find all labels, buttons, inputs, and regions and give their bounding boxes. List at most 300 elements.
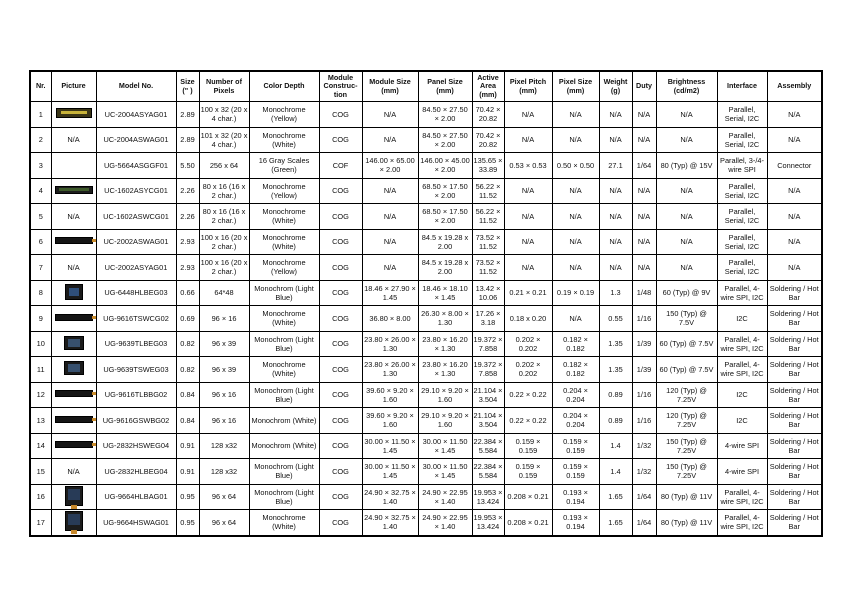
cell-panel-size: 24.90 × 22.95 × 1.40: [418, 484, 472, 510]
cell-picture: [51, 102, 96, 128]
header-module-size: Module Size (mm): [362, 71, 418, 102]
header-panel-size: Panel Size (mm): [418, 71, 472, 102]
cell-weight: 1.4: [599, 433, 632, 459]
cell-brightness: 60 (Typ) @ 7.5V: [656, 357, 717, 383]
cell-module-size: N/A: [362, 229, 418, 255]
cell-model-no: UC-1602ASWCG01: [96, 204, 176, 230]
header-pixel-pitch: Pixel Pitch (mm): [504, 71, 552, 102]
cell-brightness: 150 (Typ) @ 7.5V: [656, 306, 717, 332]
cell-pixels: 256 x 64: [199, 153, 249, 179]
cell-module-size: 146.00 × 65.00 × 2.00: [362, 153, 418, 179]
cell-pixel-size: 0.159 × 0.159: [552, 459, 599, 485]
cell-nr: 5: [30, 204, 51, 230]
table-header: [30, 71, 822, 102]
cell-model-no: UC-2004ASWAG01: [96, 127, 176, 153]
cell-size: 2.89: [176, 127, 199, 153]
table-row: [30, 102, 822, 128]
cell-module-size: N/A: [362, 204, 418, 230]
oled-display-thumbnail: [56, 108, 92, 118]
cell-pixels: 96 x 64: [199, 484, 249, 510]
cell-module-size: 39.60 × 9.20 × 1.60: [362, 382, 418, 408]
table-row: [30, 280, 822, 306]
cell-interface: I2C: [717, 382, 767, 408]
cell-interface: Parallel, 4-wire SPI, I2C: [717, 331, 767, 357]
cell-duty: 1/16: [632, 408, 656, 434]
cell-nr: 12: [30, 382, 51, 408]
cell-brightness: 120 (Typ) @ 7.25V: [656, 408, 717, 434]
header-model-no: Model No.: [96, 71, 176, 102]
cell-picture: [51, 153, 96, 179]
cell-module-size: N/A: [362, 102, 418, 128]
oled-display-thumbnail: [64, 361, 84, 375]
cell-weight: 0.89: [599, 382, 632, 408]
cell-module-size: 23.80 × 26.00 × 1.30: [362, 331, 418, 357]
cell-nr: 2: [30, 127, 51, 153]
cell-module-size: 24.90 × 32.75 × 1.40: [362, 510, 418, 536]
cell-duty: N/A: [632, 229, 656, 255]
cell-construction: COG: [319, 102, 362, 128]
cell-size: 0.95: [176, 510, 199, 536]
cell-size: 0.95: [176, 484, 199, 510]
cell-construction: COG: [319, 331, 362, 357]
cell-pixel-size: 0.204 × 0.204: [552, 382, 599, 408]
cell-active-area: 73.52 × 11.52: [472, 255, 504, 281]
cell-picture: N/A: [51, 204, 96, 230]
table-row: [30, 433, 822, 459]
cell-interface: Parallel, Serial, I2C: [717, 178, 767, 204]
cell-pixels: 80 x 16 (16 x 2 char.): [199, 178, 249, 204]
cell-pixel-pitch: 0.22 × 0.22: [504, 382, 552, 408]
cell-color-depth: 16 Gray Scales (Green): [249, 153, 319, 179]
cell-duty: 1/32: [632, 433, 656, 459]
cell-pixel-pitch: 0.21 × 0.21: [504, 280, 552, 306]
cell-brightness: 150 (Typ) @ 7.25V: [656, 433, 717, 459]
cell-color-depth: Monochrome (White): [249, 357, 319, 383]
cell-pixels: 96 x 16: [199, 408, 249, 434]
cell-assembly: N/A: [767, 178, 822, 204]
cell-size: 2.89: [176, 102, 199, 128]
cell-pixels: 128 x32: [199, 433, 249, 459]
oled-spec-table-container: [29, 70, 821, 537]
cell-module-size: N/A: [362, 255, 418, 281]
cell-model-no: UG-6448HLBEG03: [96, 280, 176, 306]
cell-picture: [51, 306, 96, 332]
cell-pixels: 96 x 39: [199, 331, 249, 357]
cell-size: 2.93: [176, 229, 199, 255]
cell-active-area: 13.42 × 10.06: [472, 280, 504, 306]
cell-color-depth: Monochrom (Light Blue): [249, 280, 319, 306]
cell-pixel-pitch: 0.18 x 0.20: [504, 306, 552, 332]
cell-active-area: 22.384 × 5.584: [472, 459, 504, 485]
cell-duty: 1/64: [632, 153, 656, 179]
cell-pixel-pitch: 0.159 × 0.159: [504, 433, 552, 459]
cell-pixels: 80 x 16 (16 x 2 char.): [199, 204, 249, 230]
cell-pixel-pitch: N/A: [504, 102, 552, 128]
cell-assembly: Soldering / Hot Bar: [767, 331, 822, 357]
cell-pixel-size: 0.19 × 0.19: [552, 280, 599, 306]
cell-pixel-size: 0.159 × 0.159: [552, 433, 599, 459]
cell-color-depth: Monochrom (White): [249, 433, 319, 459]
cell-assembly: N/A: [767, 229, 822, 255]
cell-pixels: 96 × 16: [199, 306, 249, 332]
cell-duty: 1/64: [632, 510, 656, 536]
cell-model-no: UG-2832HSWEG04: [96, 433, 176, 459]
cell-duty: N/A: [632, 102, 656, 128]
cell-weight: 1.35: [599, 357, 632, 383]
cell-size: 0.84: [176, 408, 199, 434]
cell-nr: 17: [30, 510, 51, 536]
cell-duty: 1/39: [632, 357, 656, 383]
cell-interface: Parallel, 4-wire SPI, I2C: [717, 280, 767, 306]
cell-module-size: 39.60 × 9.20 × 1.60: [362, 408, 418, 434]
cell-assembly: Soldering / Hot Bar: [767, 484, 822, 510]
header-active-area: Active Area (mm): [472, 71, 504, 102]
cell-brightness: N/A: [656, 127, 717, 153]
cell-panel-size: 84.5 x 19.28 x 2.00: [418, 229, 472, 255]
cell-brightness: 120 (Typ) @ 7.25V: [656, 382, 717, 408]
cell-pixels: 128 x32: [199, 459, 249, 485]
cell-panel-size: 68.50 × 17.50 × 2.00: [418, 204, 472, 230]
cell-assembly: Soldering / Hot Bar: [767, 408, 822, 434]
oled-display-thumbnail: [65, 486, 83, 506]
cell-weight: N/A: [599, 255, 632, 281]
cell-pixels: 64*48: [199, 280, 249, 306]
table-row: [30, 255, 822, 281]
cell-nr: 14: [30, 433, 51, 459]
cell-picture: N/A: [51, 127, 96, 153]
oled-display-thumbnail: [65, 284, 83, 300]
cell-size: 0.91: [176, 459, 199, 485]
cell-assembly: Soldering / Hot Bar: [767, 306, 822, 332]
cell-color-depth: Monochrom (Light Blue): [249, 382, 319, 408]
cell-weight: 27.1: [599, 153, 632, 179]
cell-picture: [51, 357, 96, 383]
table-row: [30, 229, 822, 255]
cell-weight: 0.55: [599, 306, 632, 332]
cell-brightness: 150 (Typ) @ 7.25V: [656, 459, 717, 485]
cell-nr: 7: [30, 255, 51, 281]
cell-model-no: UG-9616TSWCG02: [96, 306, 176, 332]
cell-active-area: 21.104 × 3.504: [472, 382, 504, 408]
cell-module-size: N/A: [362, 178, 418, 204]
oled-display-thumbnail: [65, 511, 83, 531]
cell-pixel-pitch: N/A: [504, 178, 552, 204]
table-row: [30, 408, 822, 434]
cell-model-no: UC-2004ASYAG01: [96, 102, 176, 128]
cell-panel-size: 26.30 × 8.00 × 1.30: [418, 306, 472, 332]
cell-panel-size: 30.00 × 11.50 × 1.45: [418, 433, 472, 459]
cell-interface: Parallel, Serial, I2C: [717, 229, 767, 255]
cell-pixel-size: N/A: [552, 204, 599, 230]
cell-nr: 11: [30, 357, 51, 383]
cell-color-depth: Monochrom (Light Blue): [249, 459, 319, 485]
cell-assembly: N/A: [767, 102, 822, 128]
cell-panel-size: 24.90 × 22.95 × 1.40: [418, 510, 472, 536]
cell-active-area: 56.22 × 11.52: [472, 204, 504, 230]
cell-duty: 1/16: [632, 382, 656, 408]
cell-active-area: 19.372 × 7.858: [472, 331, 504, 357]
cell-pixel-pitch: N/A: [504, 229, 552, 255]
cell-model-no: UG-5664ASGGF01: [96, 153, 176, 179]
cell-construction: COG: [319, 382, 362, 408]
cell-construction: COG: [319, 306, 362, 332]
cell-construction: COG: [319, 178, 362, 204]
cell-color-depth: Monochrom (White): [249, 408, 319, 434]
cell-pixel-pitch: 0.202 × 0.202: [504, 357, 552, 383]
cell-brightness: 80 (Typ) @ 11V: [656, 510, 717, 536]
cell-interface: Parallel, 4-wire SPI, I2C: [717, 357, 767, 383]
cell-weight: N/A: [599, 229, 632, 255]
cell-active-area: 135.65 × 33.89: [472, 153, 504, 179]
cell-pixel-size: 0.182 × 0.182: [552, 331, 599, 357]
cell-panel-size: 84.50 × 27.50 × 2.00: [418, 127, 472, 153]
cell-nr: 13: [30, 408, 51, 434]
cell-brightness: 60 (Typ) @ 9V: [656, 280, 717, 306]
cell-active-area: 17.26 × 3.18: [472, 306, 504, 332]
cell-nr: 1: [30, 102, 51, 128]
cell-nr: 15: [30, 459, 51, 485]
cell-weight: N/A: [599, 102, 632, 128]
cell-duty: N/A: [632, 127, 656, 153]
cell-nr: 6: [30, 229, 51, 255]
oled-display-thumbnail: [55, 441, 93, 448]
cell-active-area: 70.42 × 20.82: [472, 102, 504, 128]
cell-color-depth: Monochrome (Yellow): [249, 178, 319, 204]
cell-model-no: UG-9639TLBEG03: [96, 331, 176, 357]
cell-duty: 1/64: [632, 484, 656, 510]
cell-pixel-size: N/A: [552, 178, 599, 204]
cell-nr: 4: [30, 178, 51, 204]
cell-model-no: UC-2002ASWAG01: [96, 229, 176, 255]
cell-construction: COG: [319, 408, 362, 434]
cell-brightness: N/A: [656, 178, 717, 204]
table-row: [30, 331, 822, 357]
cell-assembly: Soldering / Hot Bar: [767, 382, 822, 408]
cell-picture: [51, 280, 96, 306]
cell-nr: 10: [30, 331, 51, 357]
cell-picture: N/A: [51, 459, 96, 485]
cell-interface: Parallel, Serial, I2C: [717, 127, 767, 153]
cell-construction: COG: [319, 484, 362, 510]
table-row: [30, 510, 822, 536]
cell-assembly: Soldering / Hot Bar: [767, 459, 822, 485]
cell-panel-size: 29.10 × 9.20 × 1.60: [418, 408, 472, 434]
cell-duty: 1/39: [632, 331, 656, 357]
cell-pixel-pitch: 0.53 × 0.53: [504, 153, 552, 179]
cell-pixel-pitch: 0.159 × 0.159: [504, 459, 552, 485]
cell-assembly: N/A: [767, 255, 822, 281]
cell-panel-size: 68.50 × 17.50 × 2.00: [418, 178, 472, 204]
cell-interface: 4-wire SPI: [717, 433, 767, 459]
cell-picture: [51, 408, 96, 434]
cell-pixels: 96 x 64: [199, 510, 249, 536]
cell-pixels: 100 x 32 (20 x 4 char.): [199, 102, 249, 128]
header-pixel-size: Pixel Size (mm): [552, 71, 599, 102]
cell-model-no: UG-9616TLBBG02: [96, 382, 176, 408]
cell-model-no: UC-2002ASYAG01: [96, 255, 176, 281]
cell-pixel-pitch: N/A: [504, 255, 552, 281]
header-nr: Nr.: [30, 71, 51, 102]
cell-picture: [51, 331, 96, 357]
cell-interface: I2C: [717, 408, 767, 434]
cell-pixels: 96 x 39: [199, 357, 249, 383]
cell-pixel-size: N/A: [552, 102, 599, 128]
table-row: [30, 382, 822, 408]
header-row: [30, 71, 822, 102]
cell-construction: COG: [319, 229, 362, 255]
cell-picture: N/A: [51, 255, 96, 281]
cell-construction: COG: [319, 280, 362, 306]
cell-model-no: UG-9639TSWEG03: [96, 357, 176, 383]
cell-duty: 1/32: [632, 459, 656, 485]
oled-display-thumbnail: [55, 390, 93, 397]
cell-size: 0.84: [176, 382, 199, 408]
cell-weight: N/A: [599, 178, 632, 204]
cell-size: 0.82: [176, 357, 199, 383]
cell-assembly: N/A: [767, 204, 822, 230]
cell-construction: COG: [319, 255, 362, 281]
oled-spec-table: [29, 70, 823, 537]
cell-pixel-pitch: N/A: [504, 204, 552, 230]
cell-brightness: 60 (Typ) @ 7.5V: [656, 331, 717, 357]
header-color-depth: Color Depth: [249, 71, 319, 102]
cell-construction: COG: [319, 459, 362, 485]
cell-brightness: 80 (Typ) @ 11V: [656, 484, 717, 510]
header-picture: Picture: [51, 71, 96, 102]
cell-brightness: N/A: [656, 102, 717, 128]
cell-panel-size: 23.80 × 16.20 × 1.30: [418, 357, 472, 383]
cell-color-depth: Monochrome (Yellow): [249, 102, 319, 128]
table-row: [30, 459, 822, 485]
cell-pixels: 100 x 16 (20 x 2 char.): [199, 255, 249, 281]
cell-pixel-size: N/A: [552, 127, 599, 153]
cell-brightness: 80 (Typ) @ 15V: [656, 153, 717, 179]
cell-size: 2.26: [176, 204, 199, 230]
cell-duty: N/A: [632, 178, 656, 204]
table-row: [30, 153, 822, 179]
cell-interface: I2C: [717, 306, 767, 332]
cell-picture: [51, 178, 96, 204]
cell-size: 5.50: [176, 153, 199, 179]
header-number-of-pixels: Number of Pixels: [199, 71, 249, 102]
cell-active-area: 19.953 × 13.424: [472, 484, 504, 510]
cell-picture: [51, 510, 96, 536]
cell-nr: 16: [30, 484, 51, 510]
cell-module-size: 18.46 × 27.90 × 1.45: [362, 280, 418, 306]
cell-pixel-size: N/A: [552, 255, 599, 281]
header-weight: Weight (g): [599, 71, 632, 102]
cell-picture: [51, 229, 96, 255]
table-row: [30, 178, 822, 204]
cell-color-depth: Monochrome (White): [249, 229, 319, 255]
cell-active-area: 70.42 × 20.82: [472, 127, 504, 153]
header-module-construction: Module Construc-tion: [319, 71, 362, 102]
cell-module-size: 23.80 × 26.00 × 1.30: [362, 357, 418, 383]
cell-duty: N/A: [632, 204, 656, 230]
cell-model-no: UC-1602ASYCG01: [96, 178, 176, 204]
cell-panel-size: 146.00 × 45.00 × 2.00: [418, 153, 472, 179]
cell-pixel-pitch: 0.202 × 0.202: [504, 331, 552, 357]
cell-size: 0.82: [176, 331, 199, 357]
header-size: Size (" ): [176, 71, 199, 102]
cell-weight: 1.4: [599, 459, 632, 485]
table-row: [30, 484, 822, 510]
cell-color-depth: Monochrome (White): [249, 127, 319, 153]
cell-brightness: N/A: [656, 229, 717, 255]
cell-construction: COG: [319, 433, 362, 459]
cell-size: 0.69: [176, 306, 199, 332]
cell-pixel-size: N/A: [552, 306, 599, 332]
cell-active-area: 73.52 × 11.52: [472, 229, 504, 255]
cell-model-no: UG-9616GSWBG02: [96, 408, 176, 434]
header-assembly: Assembly: [767, 71, 822, 102]
table-row: [30, 127, 822, 153]
cell-pixel-pitch: 0.22 × 0.22: [504, 408, 552, 434]
cell-nr: 9: [30, 306, 51, 332]
cell-duty: 1/16: [632, 306, 656, 332]
cell-interface: Parallel, 3-/4-wire SPI: [717, 153, 767, 179]
header-brightness: Brightness (cd/m2): [656, 71, 717, 102]
cell-assembly: Connector: [767, 153, 822, 179]
cell-size: 2.93: [176, 255, 199, 281]
cell-interface: Parallel, Serial, I2C: [717, 204, 767, 230]
cell-weight: 1.35: [599, 331, 632, 357]
cell-weight: 1.3: [599, 280, 632, 306]
cell-pixels: 101 x 32 (20 x 4 char.): [199, 127, 249, 153]
cell-construction: COF: [319, 153, 362, 179]
cell-panel-size: 84.5 x 19.28 x 2.00: [418, 255, 472, 281]
cell-nr: 3: [30, 153, 51, 179]
header-interface: Interface: [717, 71, 767, 102]
cell-assembly: Soldering / Hot Bar: [767, 280, 822, 306]
cell-color-depth: Monochrome (White): [249, 204, 319, 230]
cell-pixel-size: 0.204 × 0.204: [552, 408, 599, 434]
oled-display-thumbnail: [55, 314, 93, 321]
cell-active-area: 19.372 × 7.858: [472, 357, 504, 383]
cell-brightness: N/A: [656, 255, 717, 281]
cell-color-depth: Monochrome (Yellow): [249, 255, 319, 281]
cell-interface: Parallel, Serial, I2C: [717, 255, 767, 281]
cell-pixel-size: 0.193 × 0.194: [552, 484, 599, 510]
oled-display-thumbnail: [64, 336, 84, 350]
cell-assembly: Soldering / Hot Bar: [767, 510, 822, 536]
cell-active-area: 19.953 × 13.424: [472, 510, 504, 536]
cell-module-size: 24.90 × 32.75 × 1.40: [362, 484, 418, 510]
oled-display-thumbnail: [55, 416, 93, 423]
cell-model-no: UG-2832HLBEG04: [96, 459, 176, 485]
cell-duty: N/A: [632, 255, 656, 281]
cell-module-size: N/A: [362, 127, 418, 153]
cell-color-depth: Monochrom (Light Blue): [249, 484, 319, 510]
cell-assembly: Soldering / Hot Bar: [767, 433, 822, 459]
cell-duty: 1/48: [632, 280, 656, 306]
cell-pixel-pitch: 0.208 × 0.21: [504, 484, 552, 510]
cell-pixel-size: N/A: [552, 229, 599, 255]
cell-construction: COG: [319, 510, 362, 536]
cell-size: 2.26: [176, 178, 199, 204]
table-row: [30, 357, 822, 383]
cell-interface: Parallel, Serial, I2C: [717, 102, 767, 128]
cell-color-depth: Monochrome (White): [249, 306, 319, 332]
cell-weight: 0.89: [599, 408, 632, 434]
table-row: [30, 306, 822, 332]
cell-construction: COG: [319, 127, 362, 153]
cell-picture: [51, 484, 96, 510]
cell-picture: [51, 433, 96, 459]
cell-interface: Parallel, 4-wire SPI, I2C: [717, 510, 767, 536]
cell-weight: N/A: [599, 204, 632, 230]
cell-active-area: 22.384 × 5.584: [472, 433, 504, 459]
